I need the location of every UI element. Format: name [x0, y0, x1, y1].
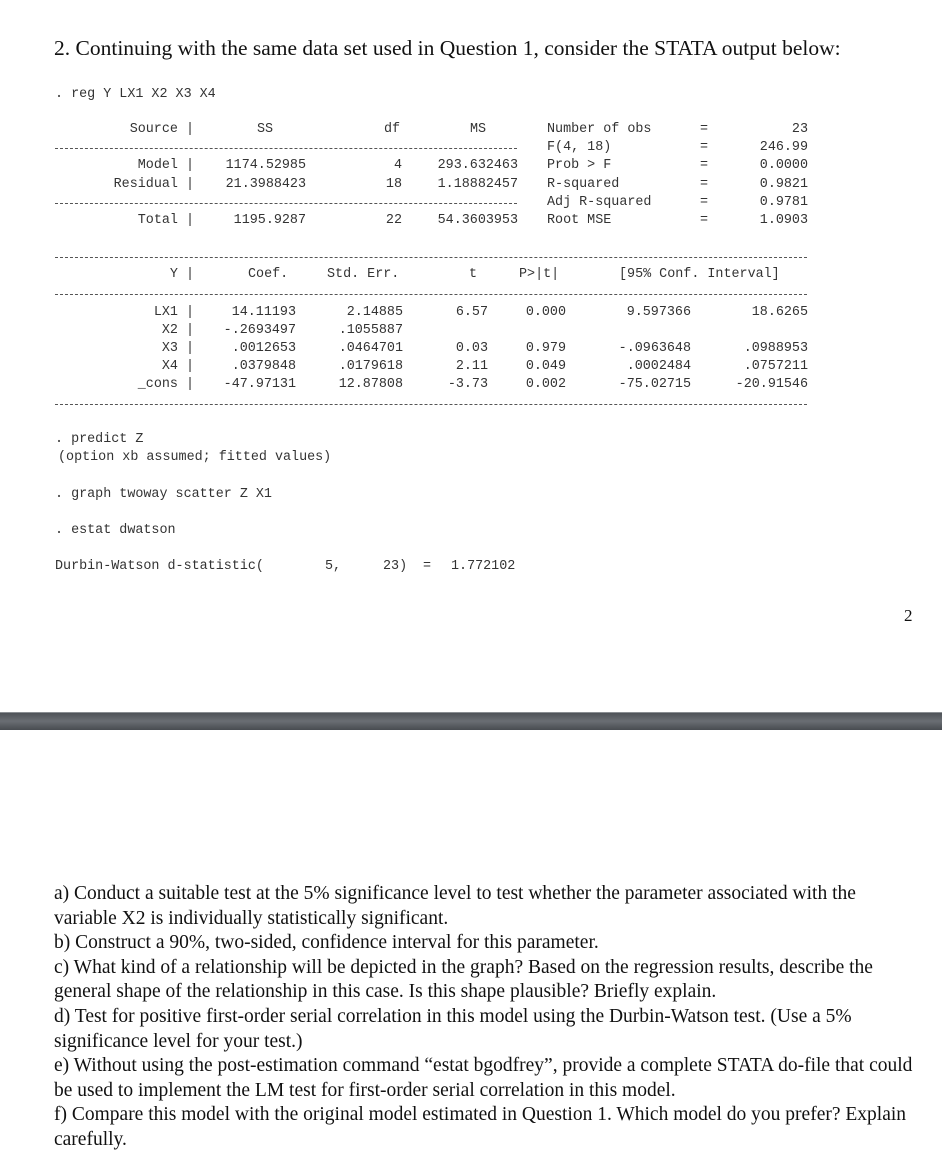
- fit-stat-value: 0.0000: [759, 158, 808, 173]
- dw-label: Durbin-Watson d-statistic(: [55, 559, 264, 574]
- fit-stat-eq: =: [700, 140, 709, 155]
- coef-ci-lower: -.0963648: [618, 341, 691, 356]
- fit-stat-label: F(4, 18): [547, 140, 612, 155]
- question-part-f: f) Compare this model with the original model estimated in Question 1. Which model do you prefer? Explain carefully.: [54, 1104, 907, 1150]
- question-part-a: a) Conduct a suitable test at the 5% significance level to test whether the parameter associated with the variable X2 is individually statistically significant.: [54, 883, 856, 929]
- coef-ci-lower: -75.02715: [618, 377, 691, 392]
- coef-header-var: Y |: [169, 267, 194, 282]
- fit-stat-label: Root MSE: [547, 213, 612, 228]
- anova-df: 4: [393, 158, 402, 173]
- coef-p: 0.979: [525, 341, 566, 356]
- anova-source: Total |: [137, 213, 194, 228]
- dw-value: 1.772102: [451, 559, 516, 574]
- anova-source: Model |: [137, 158, 194, 173]
- coef-var: LX1 |: [153, 305, 194, 320]
- table-separator: [55, 294, 807, 295]
- question-part-d: d) Test for positive first-order serial correlation in this model using the Durbin-Watson test. (Use a 5% significance level for your test.): [54, 1005, 852, 1052]
- fit-stat-eq: =: [700, 213, 709, 228]
- table-separator: [55, 203, 517, 204]
- coef-value: -.2693497: [223, 323, 296, 338]
- page-number: 2: [904, 606, 913, 625]
- anova-header-df: df: [384, 122, 401, 137]
- anova-ss: 1174.52985: [225, 158, 306, 173]
- fit-stat-value: 0.9781: [759, 195, 808, 210]
- coef-value: .0379848: [231, 359, 296, 374]
- coef-ci-upper: .0757211: [743, 359, 808, 374]
- coef-ci-lower: 9.597366: [626, 305, 691, 320]
- coef-se: 12.87808: [338, 377, 403, 392]
- table-separator: [55, 404, 807, 405]
- question-part-e: e) Without using the post-estimation command “estat bgodfrey”, provide a complete STATA do-file that could be used to implement the LM test for first-order serial correlation in this model.: [54, 1055, 913, 1101]
- coef-var: _cons |: [137, 377, 194, 392]
- coef-var: X4 |: [161, 359, 194, 374]
- anova-df: 22: [385, 213, 402, 228]
- question-part-b: b) Construct a 90%, two-sided, confidence interval for this parameter.: [54, 932, 599, 954]
- anova-header-source: Source |: [129, 122, 194, 137]
- fit-stat-value: 1.0903: [759, 213, 808, 228]
- anova-ms: 54.3603953: [437, 213, 518, 228]
- fit-stat-label: Number of obs: [547, 122, 652, 137]
- coef-value: -47.97131: [223, 377, 296, 392]
- anova-df: 18: [385, 177, 402, 192]
- question-heading: 2. Continuing with the same data set used in Question 1, consider the STATA output below:: [54, 36, 841, 60]
- cmd-graph: . graph twoway scatter Z X1: [55, 487, 272, 502]
- anova-source: Residual |: [113, 177, 194, 192]
- coef-t: 0.03: [455, 341, 488, 356]
- coef-ci-lower: .0002484: [626, 359, 691, 374]
- coef-p: 0.002: [525, 377, 566, 392]
- coef-value: 14.11193: [231, 305, 296, 320]
- cmd-reg: . reg Y LX1 X2 X3 X4: [55, 87, 216, 102]
- dw-eq: =: [423, 559, 432, 574]
- coef-t: 6.57: [455, 305, 488, 320]
- coef-se: .1055887: [338, 323, 403, 338]
- coef-se: 2.14885: [346, 305, 403, 320]
- anova-header-ms: MS: [470, 122, 487, 137]
- table-separator: [55, 257, 807, 258]
- anova-ss: 1195.9287: [233, 213, 306, 228]
- coef-header-se: Std. Err.: [327, 267, 400, 282]
- coef-header-t: t: [469, 267, 478, 282]
- cmd-predict: . predict Z: [55, 432, 144, 447]
- coef-ci-upper: .0988953: [743, 341, 808, 356]
- coef-p: 0.049: [525, 359, 566, 374]
- fit-stat-eq: =: [700, 177, 709, 192]
- coef-header-p: P>|t|: [519, 267, 560, 282]
- question-part-c: c) What kind of a relationship will be depicted in the graph? Based on the regression results, describe the general shape of the relationship in this case. Is this shape plausible? Briefly explain.: [54, 956, 873, 1003]
- coef-ci-upper: -20.91546: [735, 377, 808, 392]
- coef-header-coef: Coef.: [248, 267, 289, 282]
- dw-n: 23): [383, 559, 408, 574]
- fit-stat-eq: =: [700, 158, 709, 173]
- coef-se: .0179618: [338, 359, 403, 374]
- fit-stat-label: R-squared: [547, 177, 620, 192]
- fit-stat-value: 23: [791, 122, 808, 137]
- coef-t: 2.11: [455, 359, 488, 374]
- dw-k: 5,: [325, 559, 342, 574]
- fit-stat-value: 0.9821: [759, 177, 808, 192]
- coef-se: .0464701: [338, 341, 403, 356]
- anova-header-ss: SS: [257, 122, 274, 137]
- coef-var: X3 |: [161, 341, 194, 356]
- page-break: [0, 712, 942, 731]
- anova-ms: 1.18882457: [437, 177, 518, 192]
- coef-p: 0.000: [525, 305, 566, 320]
- coef-header-ci: [95% Conf. Interval]: [619, 267, 780, 282]
- fit-stat-label: Prob > F: [547, 158, 612, 173]
- fit-stat-value: 246.99: [759, 140, 808, 155]
- question-parts: [54, 882, 922, 1153]
- predict-note: (option xb assumed; fitted values): [58, 450, 332, 465]
- table-separator: [55, 148, 517, 149]
- cmd-dwatson: . estat dwatson: [55, 523, 176, 538]
- fit-stat-eq: =: [700, 122, 709, 137]
- coef-var: X2 |: [161, 323, 194, 338]
- anova-ss: 21.3988423: [225, 177, 306, 192]
- anova-ms: 293.632463: [437, 158, 518, 173]
- fit-stat-eq: =: [700, 195, 709, 210]
- coef-t: -3.73: [447, 377, 488, 392]
- fit-stat-label: Adj R-squared: [547, 195, 652, 210]
- coef-value: .0012653: [231, 341, 296, 356]
- coef-ci-upper: 18.6265: [751, 305, 808, 320]
